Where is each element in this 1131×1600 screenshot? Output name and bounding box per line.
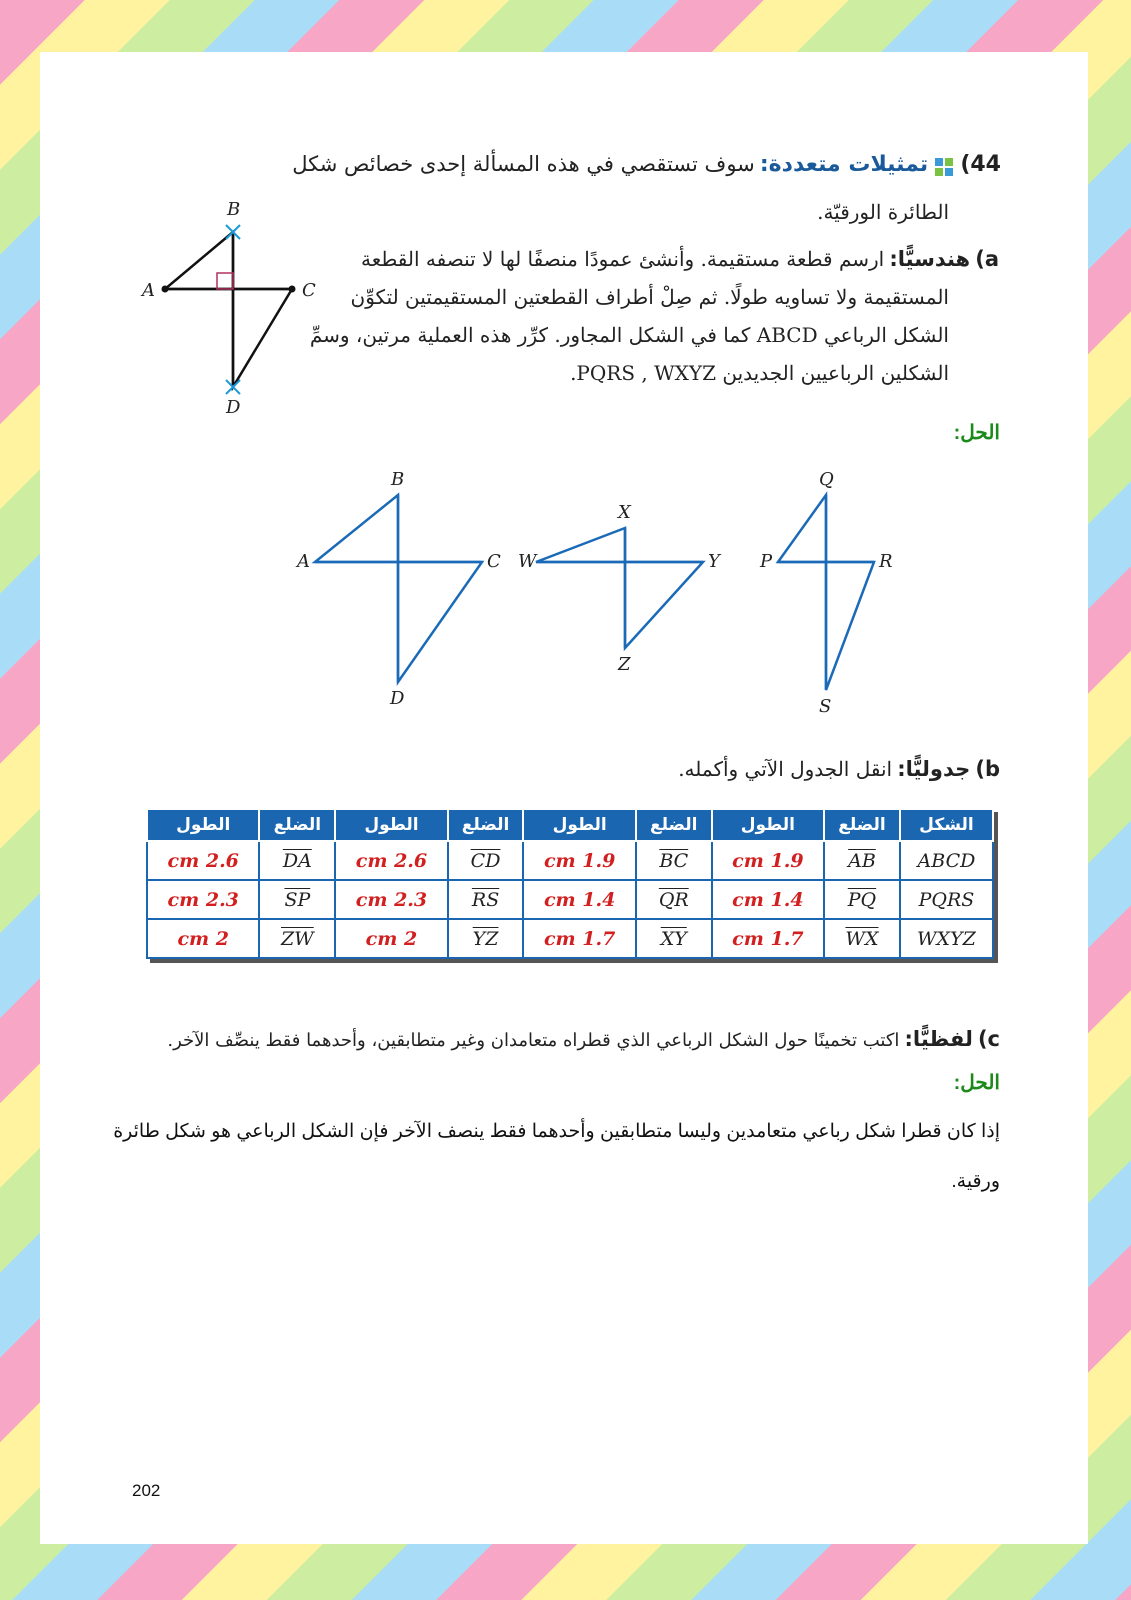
label-b-large: B xyxy=(391,470,405,490)
length-cell: 2.6 cm xyxy=(147,841,259,880)
label-b: B xyxy=(227,199,241,220)
side-label: PQ xyxy=(847,888,877,911)
side-cell xyxy=(259,919,335,958)
sides-table xyxy=(146,808,994,959)
side-label: XY xyxy=(660,927,687,950)
header-shape: الشكل xyxy=(900,809,993,841)
label-x: X xyxy=(618,502,631,523)
length-cell: 2 cm xyxy=(335,919,447,958)
part-a-line4: الشكلين الرباعيين الجديدين PQRS , WXYZ. xyxy=(570,361,949,385)
answer-c-line1: إذا كان قطرا شكل رباعي متعامدين وليسا متطابقين وأحدهما فقط ينصف الآخر فإن الشكل الرباعي هو شكل طائرة xyxy=(113,1121,1000,1142)
side-label: SP xyxy=(284,888,311,911)
table-header-row xyxy=(147,809,993,841)
header-side: الضلع xyxy=(636,809,712,841)
length-cell: 1.4 cm xyxy=(523,880,635,919)
part-a-label: a) xyxy=(975,247,999,271)
label-d: D xyxy=(226,397,241,418)
length-cell: 2.6 cm xyxy=(335,841,447,880)
side-cell xyxy=(824,880,900,919)
header-side: الضلع xyxy=(259,809,335,841)
question-heading xyxy=(241,152,1001,178)
label-a-large: A xyxy=(297,551,310,572)
part-a-line3: الشكل الرباعي ABCD كما في الشكل المجاور. كرِّر هذه العملية مرتين، وسمِّ xyxy=(309,323,949,347)
kite-wxyz xyxy=(536,528,703,648)
page-number: 202 xyxy=(132,1481,161,1500)
part-b-heading xyxy=(678,757,1000,781)
header-length: الطول xyxy=(335,809,447,841)
table-row xyxy=(147,919,993,958)
side-label: YZ xyxy=(472,927,499,950)
question-number: 44) xyxy=(960,152,1001,177)
solution-label-c: الحل: xyxy=(953,1072,1000,1094)
length-cell: 1.9 cm xyxy=(712,841,824,880)
label-c: C xyxy=(302,280,316,301)
label-q: Q xyxy=(819,470,834,490)
side-cell xyxy=(259,880,335,919)
length-cell: 1.9 cm xyxy=(523,841,635,880)
length-cell: 1.7 cm xyxy=(712,919,824,958)
small-kite-figure xyxy=(140,195,330,420)
length-cell: 2.3 cm xyxy=(147,880,259,919)
side-label: QR xyxy=(658,888,689,911)
side-label: DA xyxy=(282,849,312,872)
part-a-heading xyxy=(361,247,999,271)
part-b-title: جدوليًّا: xyxy=(897,757,971,781)
side-label: RS xyxy=(471,888,500,911)
side-cell xyxy=(259,841,335,880)
label-c-large: C xyxy=(487,551,501,572)
header-side: الضلع xyxy=(448,809,524,841)
label-z: Z xyxy=(618,654,631,675)
length-cell: 2.3 cm xyxy=(335,880,447,919)
side-cell xyxy=(824,919,900,958)
length-cell: 1.4 cm xyxy=(712,880,824,919)
side-cell xyxy=(636,841,712,880)
three-kites-figure xyxy=(290,470,910,720)
side-cell xyxy=(824,841,900,880)
part-c-heading xyxy=(167,1027,1000,1051)
kite-outline xyxy=(165,232,292,387)
table-row xyxy=(147,841,993,880)
part-c-title: لفظيًّا: xyxy=(904,1027,973,1051)
shape-cell: WXYZ xyxy=(900,919,993,958)
side-cell xyxy=(636,919,712,958)
side-label: CD xyxy=(470,849,501,872)
side-cell xyxy=(636,880,712,919)
side-label: BC xyxy=(659,849,689,872)
answer-c-line2: ورقية. xyxy=(951,1171,1000,1192)
length-cell: 1.7 cm xyxy=(523,919,635,958)
part-a-line2: المستقيمة ولا تساويه طولًا. ثم صِلْ أطراف القطعتين المستقيمتين لتكوِّن xyxy=(350,285,949,309)
label-r: R xyxy=(879,551,893,572)
part-c-label: c) xyxy=(977,1027,1000,1051)
part-b-text: انقل الجدول الآتي وأكمله. xyxy=(678,757,893,781)
header-length: الطول xyxy=(712,809,824,841)
part-a-line1: ارسم قطعة مستقيمة. وأنشئ عمودًا منصفًا لها لا تنصفه القطعة xyxy=(360,247,885,271)
shape-cell: ABCD xyxy=(900,841,993,880)
solution-label-a: الحل: xyxy=(953,422,1000,444)
label-y: Y xyxy=(708,551,720,572)
label-d-large: D xyxy=(390,688,405,709)
header-length: الطول xyxy=(147,809,259,841)
label-w: W xyxy=(518,551,537,572)
part-b-label: b) xyxy=(975,757,1000,781)
length-cell: 2 cm xyxy=(147,919,259,958)
part-a-title: هندسيًّا: xyxy=(889,247,971,271)
question-intro-line1: سوف تستقصي في هذه المسألة إحدى خصائص شكل xyxy=(292,152,755,176)
part-c-text: اكتب تخمينًا حول الشكل الرباعي الذي قطراه متعامدان وغير متطابقين، وأحدهما فقط ينصِّف الآخر. xyxy=(167,1030,900,1051)
label-p: P xyxy=(760,551,773,572)
header-length: الطول xyxy=(523,809,635,841)
label-a: A xyxy=(142,280,155,301)
question-title: تمثيلات متعددة: xyxy=(759,152,929,177)
puzzle-icon xyxy=(933,156,955,178)
label-s: S xyxy=(819,696,832,717)
side-cell xyxy=(448,841,524,880)
side-label: WX xyxy=(845,927,879,950)
header-side: الضلع xyxy=(824,809,900,841)
right-angle-mark xyxy=(217,273,233,289)
side-label: AB xyxy=(848,849,876,872)
question-intro-line2: الطائرة الورقيّة. xyxy=(817,200,949,224)
side-label: ZW xyxy=(280,927,314,950)
side-cell xyxy=(448,880,524,919)
shape-cell: PQRS xyxy=(900,880,993,919)
table-row xyxy=(147,880,993,919)
side-cell xyxy=(448,919,524,958)
